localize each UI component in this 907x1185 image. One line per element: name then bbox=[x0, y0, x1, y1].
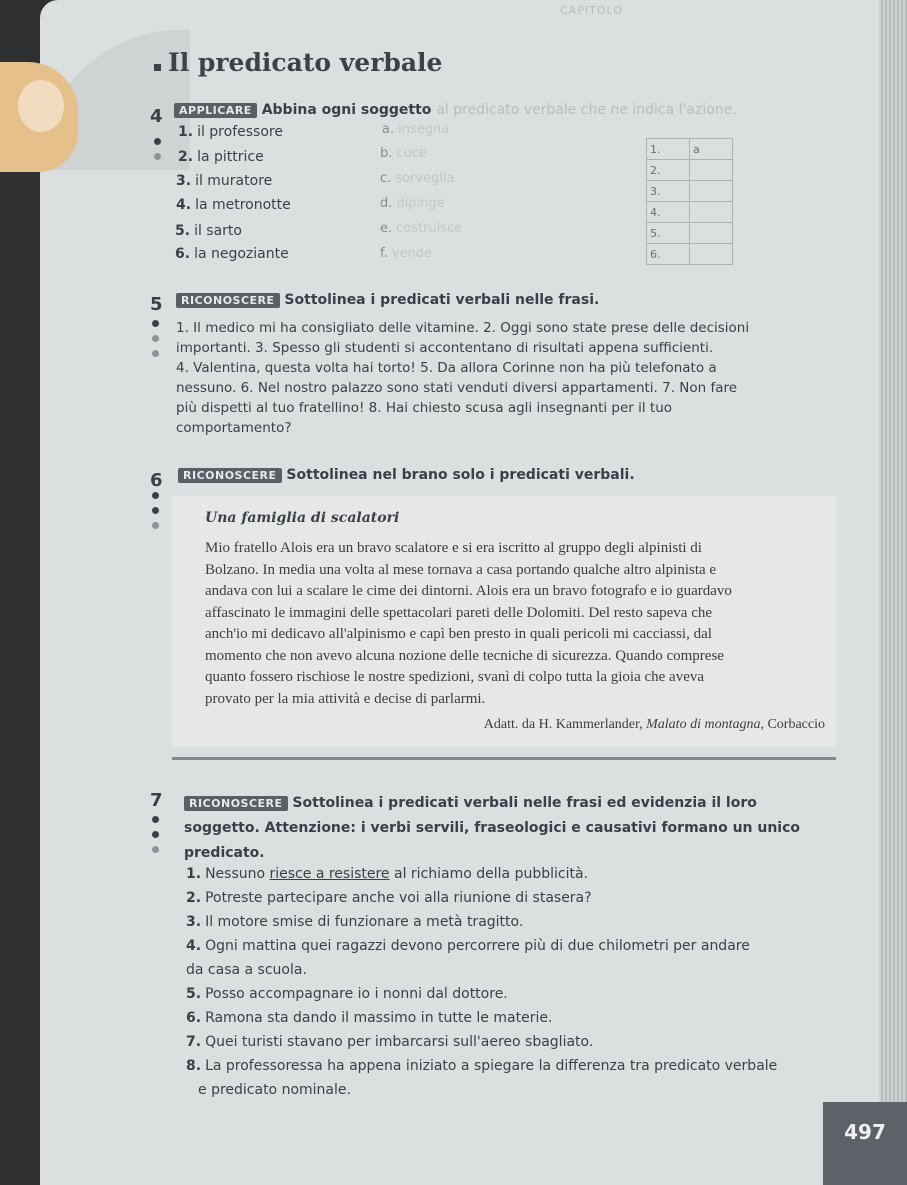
sentence-line: nessuno. 6. Nel nostro palazzo sono stati venduti diversi appartamenti. 7. Non fare bbox=[176, 380, 738, 396]
exercise-4-tag: APPLICARE bbox=[174, 103, 257, 118]
list-item: 1. Nessuno riesce a resistere al richiamo della pubblicità. bbox=[186, 866, 588, 882]
subject-item: 3. il muratore bbox=[176, 173, 273, 189]
page-title: Il predicato verbale bbox=[168, 48, 443, 77]
grid-cell[interactable] bbox=[690, 223, 733, 244]
exercise-6-instruction: RICONOSCERE Sottolinea nel brano solo i predicati verbali. bbox=[178, 467, 635, 483]
grid-label: 5. bbox=[647, 223, 690, 244]
exercise-5-sentences bbox=[176, 318, 816, 438]
grid-label: 2. bbox=[647, 160, 690, 181]
difficulty-dots-icon bbox=[152, 320, 160, 365]
list-item-continuation: e predicato nominale. bbox=[198, 1082, 351, 1098]
passage-line: Bolzano. In media una volta al mese tornava a casa portando qualche altro alpinista e bbox=[205, 561, 717, 578]
grid-cell[interactable]: a bbox=[690, 139, 733, 160]
answer-grid bbox=[646, 138, 733, 265]
passage-line: affascinato le immagini delle spettacolari pareti delle Dolomiti. Del resto sapeva che bbox=[205, 604, 713, 621]
passage-divider bbox=[172, 757, 836, 760]
exercise-6-number: 6 bbox=[150, 470, 163, 491]
verb-item: a. insegna bbox=[382, 122, 450, 137]
exercise-7-tag: RICONOSCERE bbox=[184, 796, 288, 811]
passage-line: Mio fratello Alois era un bravo scalatore e si era iscritto al gruppo degli alpinisti di bbox=[205, 540, 702, 556]
grid-cell[interactable] bbox=[690, 160, 733, 181]
passage-line: momento che non avevo alcuna nozione delle tecniche di sicurezza. Quando comprese bbox=[205, 647, 724, 664]
underlined-predicate: riesce a resistere bbox=[269, 866, 390, 882]
verb-item: d. dipinge bbox=[380, 196, 445, 211]
exercise-7-instruction: RICONOSCERE Sottolinea i predicati verbali nelle frasi ed evidenzia il loro bbox=[184, 795, 757, 811]
passage-line: quanto fossero rischiose le nostre spedizioni, svanì di colpo tutta la gioia che aveva bbox=[205, 669, 705, 685]
page-number: 497 bbox=[823, 1102, 907, 1185]
difficulty-dots-icon bbox=[152, 492, 160, 537]
passage-text bbox=[205, 538, 815, 710]
title-bullet-icon bbox=[154, 64, 161, 71]
subject-item: 4. la metronotte bbox=[176, 197, 291, 213]
exercise-5-tag: RICONOSCERE bbox=[176, 293, 280, 308]
sentence-line: 1. Il medico mi ha consigliato delle vitamine. 2. Oggi sono state prese delle decisioni bbox=[176, 320, 750, 336]
page-edges bbox=[879, 0, 907, 1185]
exercise-5-instruction: RICONOSCERE Sottolinea i predicati verbali nelle frasi. bbox=[176, 292, 599, 308]
exercise-7-number: 7 bbox=[150, 790, 163, 811]
running-header: CAPITOLO bbox=[560, 4, 623, 17]
difficulty-dots-icon bbox=[154, 138, 162, 168]
verb-item: e. costruisce bbox=[380, 221, 463, 236]
exercise-7-instruction-line2: soggetto. Attenzione: i verbi servili, fraseologici e causativi formano un unico bbox=[184, 820, 801, 836]
exercise-7-instruction-line3: predicato. bbox=[184, 845, 265, 861]
sentence-line: importanti. 3. Spesso gli studenti si accontentano di risultati appena sufficienti. bbox=[176, 340, 714, 356]
sentence-line: 4. Valentina, questa volta hai torto! 5. Da allora Corinne non ha più telefonato a bbox=[176, 360, 717, 376]
list-item: 2. Potreste partecipare anche voi alla riunione di stasera? bbox=[186, 890, 592, 906]
passage-line: anch'io mi dedicavo all'alpinismo e capì ben presto in quali pericoli mi cacciassi, dal bbox=[205, 626, 712, 642]
exercise-5-number: 5 bbox=[150, 294, 163, 315]
subject-item: 6. la negoziante bbox=[175, 246, 289, 262]
grid-label: 3. bbox=[647, 181, 690, 202]
exercise-4-number: 4 bbox=[150, 106, 163, 127]
exercise-7-list bbox=[186, 864, 826, 1104]
passage-line: provato per la mia attività e decise di parlarmi. bbox=[205, 690, 486, 707]
list-item: 8. La professoressa ha appena iniziato a spiegare la differenza tra predicato verbale bbox=[186, 1058, 778, 1074]
subject-item: 2. la pittrice bbox=[178, 149, 264, 165]
grid-label: 1. bbox=[647, 139, 690, 160]
subject-item: 1. il professore bbox=[178, 124, 283, 140]
grid-cell[interactable] bbox=[690, 181, 733, 202]
passage-title: Una famiglia di scalatori bbox=[205, 510, 400, 526]
grid-cell[interactable] bbox=[690, 202, 733, 223]
list-item: 3. Il motore smise di funzionare a metà tragitto. bbox=[186, 914, 524, 930]
grid-cell[interactable] bbox=[690, 244, 733, 265]
subject-item: 5. il sarto bbox=[175, 223, 242, 239]
list-item-continuation: da casa a scuola. bbox=[186, 962, 307, 978]
list-item: 6. Ramona sta dando il massimo in tutte le materie. bbox=[186, 1010, 553, 1026]
list-item: 7. Quei turisti stavano per imbarcarsi sull'aereo sbagliato. bbox=[186, 1034, 594, 1050]
difficulty-dots-icon bbox=[152, 816, 160, 861]
sentence-line: comportamento? bbox=[176, 420, 292, 436]
list-item: 5. Posso accompagnare io i nonni dal dottore. bbox=[186, 986, 508, 1002]
list-item: 4. Ogni mattina quei ragazzi devono percorrere più di due chilometri per andare bbox=[186, 938, 750, 954]
passage-line: andava con lui a scalare le cime dei dintorni. Alois era un bravo fotografo e io guardavo bbox=[205, 583, 732, 599]
exercise-4-instruction: APPLICARE Abbina ogni soggetto al predicato verbale che ne indica l'azione. bbox=[174, 102, 737, 118]
passage-source: Adatt. da H. Kammerlander, Malato di montagna, Corbaccio bbox=[483, 717, 825, 732]
exercise-6-tag: RICONOSCERE bbox=[178, 468, 282, 483]
verb-item: c. sorveglia bbox=[380, 171, 455, 186]
verb-item: f. vende bbox=[380, 246, 432, 261]
grid-label: 4. bbox=[647, 202, 690, 223]
sentence-line: più dispetti al tuo fratellino! 8. Hai chiesto scusa agli insegnanti per il tuo bbox=[176, 400, 673, 416]
verb-item: b. cuce bbox=[380, 146, 427, 161]
grid-label: 6. bbox=[647, 244, 690, 265]
